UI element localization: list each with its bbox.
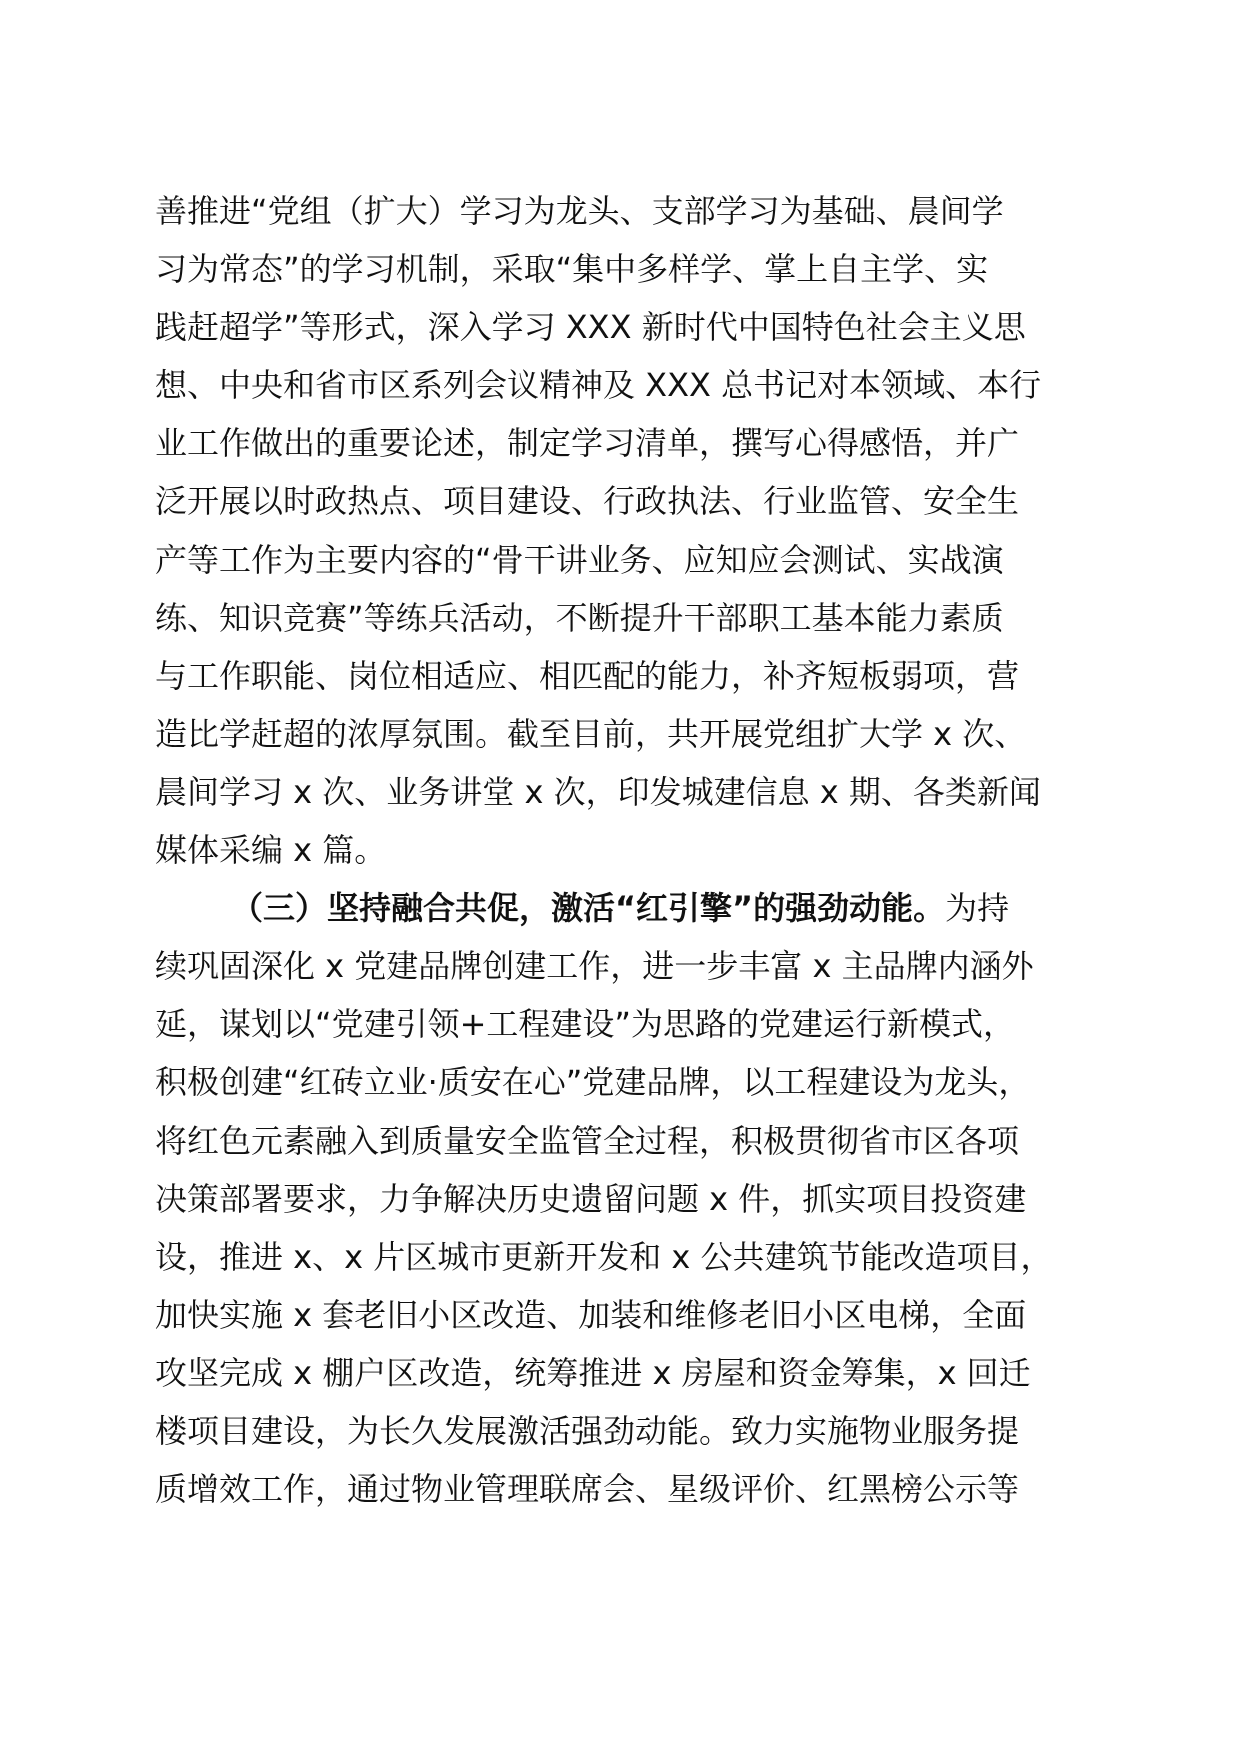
text-line: 设，推进 x、x 片区城市更新开发和 x 公共建筑节能改造项目， [155,1237,1053,1276]
text-line: 续巩固深化 x 党建品牌创建工作，进一步丰富 x 主品牌内涵外 [155,947,1034,986]
text-line: 践赶超学”等形式，深入学习 XXX 新时代中国特色社会主义思 [155,308,1026,347]
section-heading: （三）坚持融合共促，激活“红引擎”的强劲动能。 [231,889,946,928]
text-line: 晨间学习 x 次、业务讲堂 x 次，印发城建信息 x 期、各类新闻 [155,772,1041,811]
section-heading-line [155,879,1095,937]
text-line: 习为常态”的学习机制，采取“集中多样学、掌上自主学、实 [155,250,989,289]
text-line: 积极创建“红砖立业·质安在心”党建品牌，以工程建设为龙头， [155,1063,1031,1102]
section-first-line-text: 为持 [945,889,1010,928]
text-line: 泛开展以时政热点、项目建设、行政执法、行业监管、安全生 [155,482,1020,521]
body-text [155,182,1095,1518]
text-line: 媒体采编 x 篇。 [155,831,387,870]
text-line: 善推进“党组（扩大）学习为龙头、支部学习为基础、晨间学 [155,192,1004,230]
text-line: 产等工作为主要内容的“骨干讲业务、应知应会测试、实战演 [155,540,1004,579]
text-line: 攻坚完成 x 棚户区改造，统筹推进 x 房屋和资金筹集，x 回迁 [155,1353,1031,1392]
text-line: 将红色元素融入到质量安全监管全过程，积极贯彻省市区各项 [155,1121,1020,1160]
text-line: 练、知识竞赛”等练兵活动，不断提升干部职工基本能力素质 [155,598,1004,637]
text-line: 造比学赶超的浓厚氛围。截至目前，共开展党组扩大学 x 次、 [155,714,1027,753]
text-line: 与工作职能、岗位相适应、相匹配的能力，补齐短板弱项，营 [155,656,1020,695]
text-line: 延，谋划以“党建引领+工程建设”为思路的党建运行新模式， [155,1005,1015,1044]
text-line: 业工作做出的重要论述，制定学习清单，撰写心得感悟，并广 [155,424,1020,463]
text-line: 楼项目建设，为长久发展激活强劲动能。致力实施物业服务提 [155,1411,1020,1450]
text-line: 质增效工作，通过物业管理联席会、星级评价、红黑榜公示等 [155,1470,1020,1509]
text-line: 决策部署要求，力争解决历史遗留问题 x 件，抓实项目投资建 [155,1179,1027,1218]
text-line: 加快实施 x 套老旧小区改造、加装和维修老旧小区电梯，全面 [155,1295,1027,1334]
text-line: 想、中央和省市区系列会议精神及 XXX 总书记对本领域、本行 [155,366,1042,405]
